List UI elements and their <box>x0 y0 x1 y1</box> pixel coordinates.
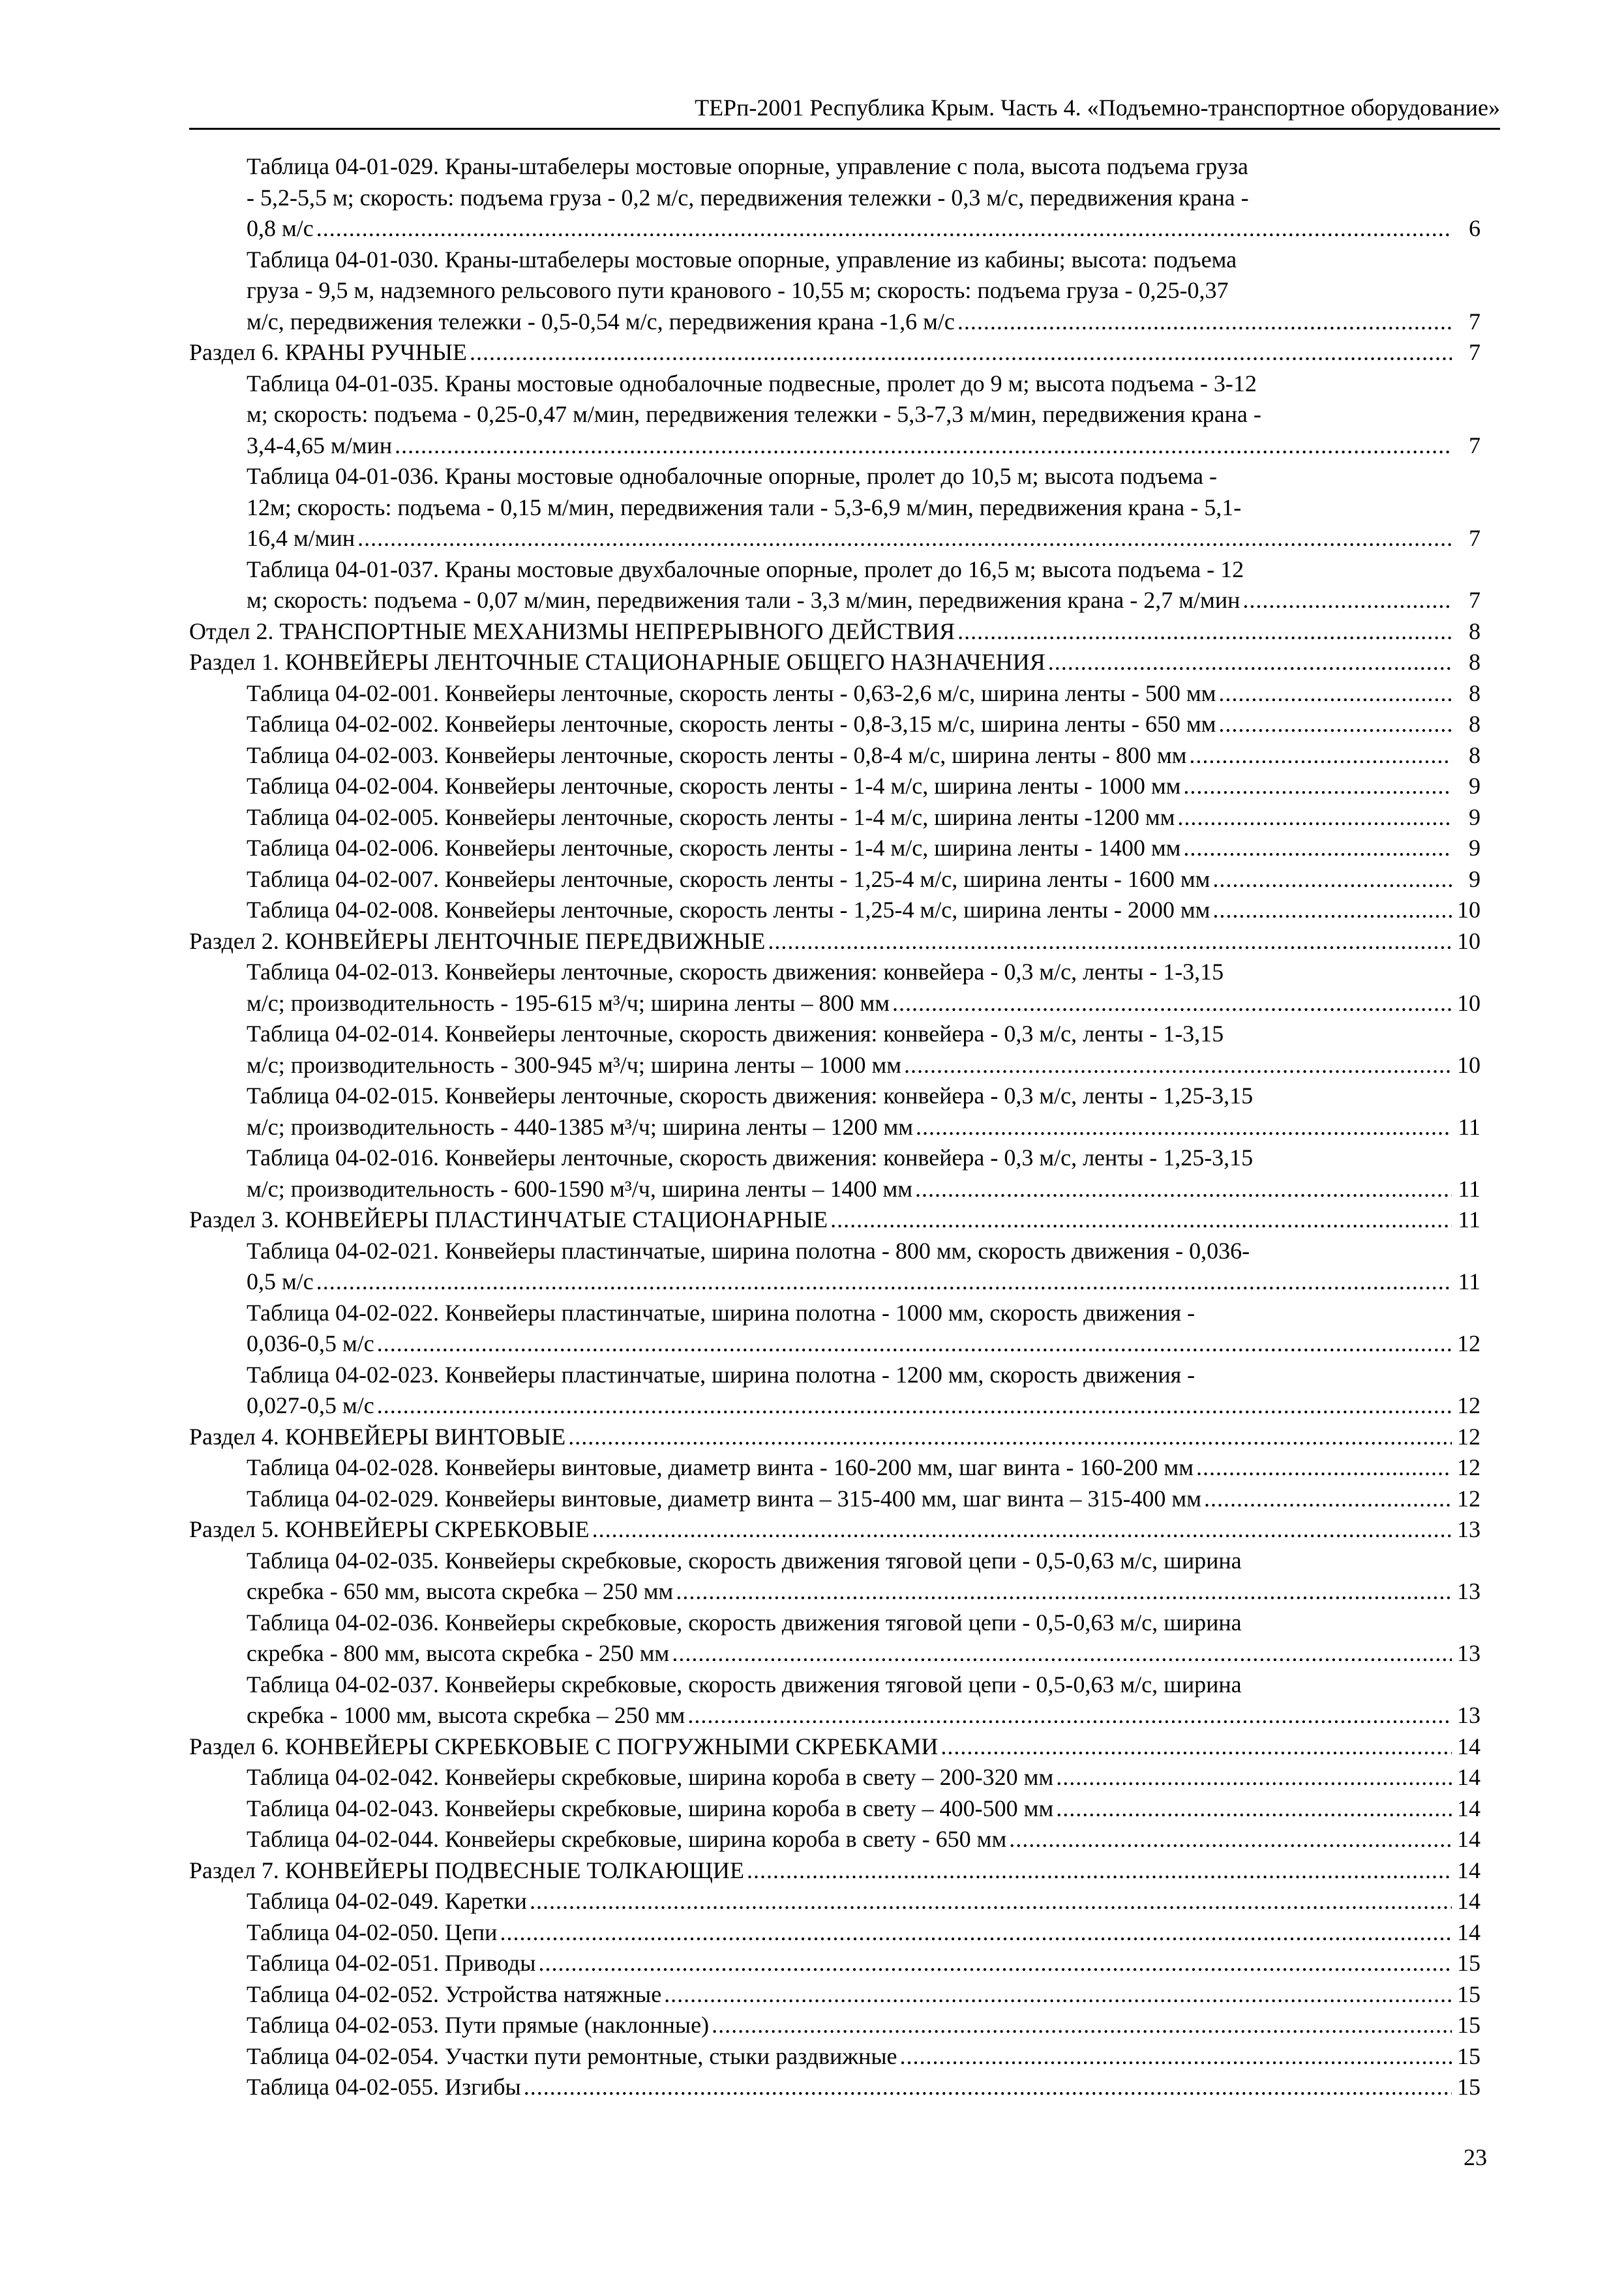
dot-leader <box>1196 1452 1452 1484</box>
dot-leader <box>377 1328 1452 1360</box>
toc-table-entry <box>189 1452 1481 1484</box>
dot-leader <box>1009 1824 1452 1855</box>
dot-leader <box>568 1422 1452 1453</box>
toc-entry-text-line: Таблица 04-02-005. Конвейеры ленточные, скорость ленты - 1-4 м/с, ширина ленты -1200 мм <box>247 803 1175 830</box>
toc-table-entry <box>189 895 1481 926</box>
dot-leader <box>500 1917 1452 1949</box>
dot-leader <box>1189 740 1452 771</box>
dot-leader <box>676 1576 1452 1608</box>
toc-entry-text-line: м/с; производительность - 600-1590 м³/ч, ширина ленты – 1400 мм <box>247 1175 913 1202</box>
toc-entry-text-line: Таблица 04-02-002. Конвейеры ленточные, скорость ленты - 0,8-3,15 м/с, ширина ленты - 650 мм <box>247 711 1216 737</box>
toc-entry-text-line: Таблица 04-02-013. Конвейеры ленточные, скорость движения: конвейера - 0,3 м/с, ленты - 1-3,15 <box>247 959 1224 985</box>
toc-page-ref: 14 <box>1457 1919 1481 1945</box>
toc-entry-text-line: Таблица 04-01-029. Краны-штабелеры мостовые опорные, управление с пола, высота подъема груза <box>247 153 1248 179</box>
toc-entry-text-line: м/с, передвижения тележки - 0,5-0,54 м/с, передвижения крана -1,6 м/с <box>247 308 955 335</box>
toc-entry-text-line: Таблица 04-02-016. Конвейеры ленточные, скорость движения: конвейера - 0,3 м/с, ленты - 1,25-3,15 <box>247 1144 1254 1171</box>
toc-entry-text-line: м; скорость: подъема - 0,07 м/мин, передвижения тали - 3,3 м/мин, передвижения крана - 2,7 м/мин <box>247 587 1241 613</box>
toc-table-entry <box>189 1979 1481 2011</box>
toc-entry-text-line: Таблица 04-02-042. Конвейеры скребковые, ширина короба в свету – 200-320 мм <box>247 1764 1054 1790</box>
toc-entry-last-line <box>247 1700 1481 1731</box>
toc-table-entry <box>189 461 1481 554</box>
toc-page-ref: 14 <box>1457 1857 1481 1883</box>
toc-entry-last-line <box>247 802 1481 833</box>
toc-entry-text-line: Таблица 04-02-054. Участки пути ремонтные, стыки раздвижные <box>247 2042 897 2069</box>
toc-entry-last-line <box>247 1638 1481 1669</box>
dot-leader <box>1056 1793 1452 1825</box>
toc-table-entry <box>189 864 1481 895</box>
toc-table-entry <box>189 957 1481 1019</box>
toc-entry-text-line: 16,4 м/мин <box>247 525 355 551</box>
toc-entry-text-line: Таблица 04-02-053. Пути прямые (наклонные) <box>247 2012 710 2038</box>
toc-entry-last-line <box>247 1112 1481 1143</box>
toc-entry-text-line: м; скорость: подъема - 0,25-0,47 м/мин, передвижения тележки - 5,3-7,3 м/мин, передвижения крана - <box>247 401 1261 427</box>
toc-page-ref: 7 <box>1469 587 1481 613</box>
toc-entry-last-line <box>247 771 1481 802</box>
toc-entry-last-line <box>247 1948 1481 1979</box>
toc-entry-last-line <box>247 678 1481 710</box>
dot-leader <box>940 1731 1452 1763</box>
toc-page-ref: 13 <box>1457 1640 1481 1666</box>
running-header: ТЕРп-2001 Республика Крым. Часть 4. «Подъемно-транспортное оборудование» <box>189 93 1500 130</box>
toc-entry-last-line <box>247 1452 1481 1484</box>
toc-table-entry <box>189 368 1481 462</box>
toc-entry-text-line: скребка - 800 мм, высота скребка - 250 мм <box>247 1640 670 1666</box>
toc-entry-text-line: скребка - 1000 мм, высота скребка – 250 мм <box>247 1702 685 1728</box>
toc-page-ref: 7 <box>1469 339 1481 365</box>
toc-section-entry <box>189 337 1481 368</box>
toc-page-ref: 7 <box>1469 308 1481 335</box>
toc-section-entry <box>189 1422 1481 1453</box>
toc-entry-text-line: Таблица 04-02-035. Конвейеры скребковые, скорость движения тяговой цепи - 0,5-0,63 м/с, ширина <box>247 1547 1242 1574</box>
toc-entry-text-line: Таблица 04-02-004. Конвейеры ленточные, скорость ленты - 1-4 м/с, ширина ленты - 1000 мм <box>247 773 1181 799</box>
toc-table-entry <box>189 678 1481 710</box>
toc-entry-last-line <box>247 1979 1481 2011</box>
dot-leader <box>377 1390 1452 1422</box>
toc-table-entry <box>189 1762 1481 1793</box>
toc-page-ref: 8 <box>1469 680 1481 706</box>
toc-entry-last-line <box>247 1266 1481 1298</box>
dot-leader <box>1218 709 1452 740</box>
toc-entry-last-line <box>247 1824 1481 1855</box>
toc-entry-text-line: Таблица 04-01-030. Краны-штабелеры мостовые опорные, управление из кабины; высота: подъема <box>247 246 1237 273</box>
dot-leader <box>664 1979 1452 2011</box>
toc-entry-last-line <box>247 1484 1481 1515</box>
toc-page-ref: 6 <box>1469 215 1481 241</box>
dot-leader <box>1212 864 1452 895</box>
toc-page-ref: 9 <box>1469 773 1481 799</box>
toc-table-entry <box>189 2010 1481 2041</box>
toc-table-entry <box>189 709 1481 740</box>
toc-page-ref: 15 <box>1457 1950 1481 1976</box>
toc-entry-text-line: Таблица 04-02-029. Конвейеры винтовые, диаметр винта – 315-400 мм, шаг винта – 315-400 мм <box>247 1485 1201 1512</box>
toc-page-ref: 14 <box>1457 1826 1481 1852</box>
toc-table-entry <box>189 1298 1481 1360</box>
dot-leader <box>768 926 1452 957</box>
toc-entry-last-line <box>247 988 1481 1019</box>
toc-entry-last-line <box>247 523 1481 554</box>
toc-entry-last-line <box>247 1328 1481 1360</box>
toc-table-entry <box>189 1886 1481 1917</box>
toc-entry-text-line: Отдел 2. ТРАНСПОРТНЫЕ МЕХАНИЗМЫ НЕПРЕРЫВНОГО ДЕЙСТВИЯ <box>189 618 955 644</box>
toc-entry-text-line: 0,036-0,5 м/с <box>247 1330 374 1356</box>
toc-entry-text-line: Таблица 04-02-036. Конвейеры скребковые, скорость движения тяговой цепи - 0,5-0,63 м/с, ширина <box>247 1609 1242 1636</box>
dot-leader <box>1183 771 1452 802</box>
toc-entry-last-line <box>247 430 1481 462</box>
toc-page-ref: 10 <box>1457 989 1481 1016</box>
toc-table-entry <box>189 1824 1481 1855</box>
toc-entry-text-line: Таблица 04-02-006. Конвейеры ленточные, скорость ленты - 1-4 м/с, ширина ленты - 1400 мм <box>247 835 1181 861</box>
toc-page-ref: 8 <box>1469 649 1481 675</box>
toc-page-ref: 14 <box>1457 1795 1481 1821</box>
toc-page-ref: 9 <box>1469 803 1481 830</box>
dot-leader <box>904 1050 1452 1081</box>
toc-page-ref: 8 <box>1469 741 1481 768</box>
toc-entry-last-line <box>247 1917 1481 1949</box>
dot-leader <box>1056 1762 1452 1793</box>
dot-leader <box>687 1700 1452 1731</box>
toc-table-entry <box>189 1948 1481 1979</box>
toc-entry-text-line: 0,027-0,5 м/с <box>247 1392 374 1418</box>
toc-table-entry <box>189 1019 1481 1081</box>
toc-table-entry <box>189 1143 1481 1204</box>
toc-entry-text-line: Раздел 3. КОНВЕЙЕРЫ ПЛАСТИНЧАТЫЕ СТАЦИОНАРНЫЕ <box>189 1206 828 1233</box>
toc-entry-last-line <box>247 895 1481 926</box>
toc-entry-text-line: Таблица 04-02-055. Изгибы <box>247 2074 521 2100</box>
dot-leader <box>530 1886 1452 1917</box>
toc-entry-text-line: - 5,2-5,5 м; скорость: подъема груза - 0,2 м/с, передвижения тележки - 0,3 м/с, передвижения крана - <box>247 184 1249 211</box>
toc-entry-last-line <box>247 307 1481 338</box>
toc-entry-last-line <box>247 1050 1481 1081</box>
dot-leader <box>1218 678 1452 710</box>
dot-leader <box>1212 895 1452 926</box>
dot-leader <box>900 2041 1452 2072</box>
toc-table-entry <box>189 740 1481 771</box>
toc-entry-last-line <box>247 1576 1481 1608</box>
toc-page-ref: 8 <box>1469 711 1481 737</box>
toc-entry-last-line <box>247 1793 1481 1825</box>
toc-page-ref: 15 <box>1457 2042 1481 2069</box>
toc-page-ref: 10 <box>1457 1051 1481 1078</box>
toc-page-ref: 12 <box>1457 1423 1481 1450</box>
dot-leader <box>916 1112 1452 1143</box>
toc-entry-last-line <box>247 740 1481 771</box>
toc-entry-last-line <box>189 616 1481 648</box>
dot-leader <box>316 213 1452 245</box>
toc-entry-text-line: Таблица 04-02-028. Конвейеры винтовые, диаметр винта - 160-200 мм, шаг винта - 160-200 мм <box>247 1454 1194 1480</box>
toc-table-entry <box>189 1793 1481 1825</box>
dot-leader <box>915 1174 1452 1205</box>
dot-leader <box>1177 802 1452 833</box>
toc-entry-text-line: Таблица 04-02-003. Конвейеры ленточные, скорость ленты - 0,8-4 м/с, ширина ленты - 800 мм <box>247 741 1187 768</box>
toc-table-entry <box>189 1360 1481 1422</box>
toc-page-ref: 11 <box>1458 1113 1481 1140</box>
dot-leader <box>470 337 1452 368</box>
toc-table-entry <box>189 771 1481 802</box>
toc-entry-text-line: Таблица 04-02-022. Конвейеры пластинчатые, ширина полотна - 1000 мм, скорость движения - <box>247 1299 1195 1326</box>
toc-table-entry <box>189 833 1481 864</box>
toc-table-entry <box>189 1236 1481 1298</box>
toc-section-entry <box>189 616 1481 648</box>
toc-page-ref: 13 <box>1457 1578 1481 1604</box>
toc-entry-last-line <box>189 1204 1481 1236</box>
dot-leader <box>712 2010 1452 2041</box>
dot-leader <box>892 988 1452 1019</box>
toc-entry-text-line: м/с; производительность - 440-1385 м³/ч; ширина ленты – 1200 мм <box>247 1113 914 1140</box>
toc-page-ref: 12 <box>1457 1330 1481 1356</box>
toc-table-entry <box>189 1546 1481 1608</box>
toc-entry-text-line: груза - 9,5 м, надземного рельсового пути кранового - 10,55 м; скорость: подъема груза - 0,25-0,37 <box>247 277 1229 303</box>
toc-entry-text-line: Таблица 04-01-035. Краны мостовые однобалочные подвесные, пролет до 9 м; высота подъема - 3-12 <box>247 370 1257 396</box>
toc-page-ref: 14 <box>1457 1733 1481 1759</box>
toc-page-ref: 8 <box>1469 618 1481 644</box>
toc-page-ref: 11 <box>1458 1206 1481 1233</box>
toc-entry-text-line: Таблица 04-02-007. Конвейеры ленточные, скорость ленты - 1,25-4 м/с, ширина ленты - 1600 мм <box>247 865 1210 892</box>
toc-entry-last-line <box>247 864 1481 895</box>
toc-entry-text-line: 12м; скорость: подъема - 0,15 м/мин, передвижения тали - 5,3-6,9 м/мин, передвижения крана - 5,1- <box>247 494 1242 520</box>
dot-leader <box>957 307 1452 338</box>
toc-section-entry <box>189 1855 1481 1887</box>
toc-page-ref: 10 <box>1457 897 1481 923</box>
dot-leader <box>1183 833 1452 864</box>
toc-entry-text-line: Раздел 4. КОНВЕЙЕРЫ ВИНТОВЫЕ <box>189 1423 566 1450</box>
dot-leader <box>395 430 1452 462</box>
dot-leader <box>524 2072 1452 2103</box>
toc-page-ref: 14 <box>1457 1888 1481 1914</box>
toc-entry-last-line <box>247 2072 1481 2103</box>
toc-entry-text-line: Таблица 04-02-021. Конвейеры пластинчатые, ширина полотна - 800 мм, скорость движения - 0,036- <box>247 1237 1250 1264</box>
dot-leader <box>830 1204 1452 1236</box>
toc-entry-text-line: Таблица 04-02-015. Конвейеры ленточные, скорость движения: конвейера - 0,3 м/с, ленты - 1,25-3,15 <box>247 1083 1254 1109</box>
toc-page-ref: 12 <box>1457 1392 1481 1418</box>
toc-table-entry <box>189 2041 1481 2072</box>
toc-table-entry <box>189 554 1481 616</box>
toc-entry-text-line: Таблица 04-02-049. Каретки <box>247 1888 527 1914</box>
toc-page-ref: 13 <box>1457 1702 1481 1728</box>
toc-table-entry <box>189 1608 1481 1669</box>
toc-entry-text-line: 3,4-4,65 м/мин <box>247 432 393 458</box>
toc-section-entry <box>189 1514 1481 1546</box>
toc-entry-last-line <box>247 709 1481 740</box>
toc-table-entry <box>189 802 1481 833</box>
toc-entry-last-line <box>247 833 1481 864</box>
toc-table-entry <box>189 1081 1481 1143</box>
toc-table-entry <box>189 1917 1481 1949</box>
toc-entry-last-line <box>247 213 1481 245</box>
toc-entry-last-line <box>247 2010 1481 2041</box>
toc-entry-text-line: 0,8 м/с <box>247 215 314 241</box>
toc-entry-last-line <box>247 1174 1481 1205</box>
toc-entry-last-line <box>189 926 1481 957</box>
toc-entry-last-line <box>247 585 1481 616</box>
toc-entry-last-line <box>189 1855 1481 1887</box>
toc-table-entry <box>189 1669 1481 1731</box>
toc-entry-last-line <box>189 647 1481 678</box>
toc-page-ref: 15 <box>1457 2074 1481 2100</box>
toc-page-ref: 9 <box>1469 835 1481 861</box>
toc-entry-text-line: Таблица 04-02-001. Конвейеры ленточные, скорость ленты - 0,63-2,6 м/с, ширина ленты - 500 мм <box>247 680 1216 706</box>
toc-page-ref: 7 <box>1469 525 1481 551</box>
toc-entry-text-line: Таблица 04-02-023. Конвейеры пластинчатые, ширина полотна - 1200 мм, скорость движения - <box>247 1361 1195 1388</box>
toc-entry-text-line: Таблица 04-02-051. Приводы <box>247 1950 536 1976</box>
toc-entry-text-line: Раздел 1. КОНВЕЙЕРЫ ЛЕНТОЧНЫЕ СТАЦИОНАРНЫЕ ОБЩЕГО НАЗНАЧЕНИЯ <box>189 649 1045 675</box>
dot-leader <box>957 616 1452 648</box>
toc-entry-text-line: Таблица 04-02-044. Конвейеры скребковые, ширина короба в свету - 650 мм <box>247 1826 1007 1852</box>
toc-entry-last-line <box>247 2041 1481 2072</box>
dot-leader <box>747 1855 1452 1887</box>
toc-section-entry <box>189 1204 1481 1236</box>
toc-table-entry <box>189 2072 1481 2103</box>
toc-entry-last-line <box>247 1886 1481 1917</box>
toc-entry-text-line: скребка - 650 мм, высота скребка – 250 мм <box>247 1578 674 1604</box>
toc-entry-text-line: Таблица 04-02-037. Конвейеры скребковые, скорость движения тяговой цепи - 0,5-0,63 м/с, ширина <box>247 1671 1242 1698</box>
toc-entry-text-line: Таблица 04-02-008. Конвейеры ленточные, скорость ленты - 1,25-4 м/с, ширина ленты - 2000 мм <box>247 897 1210 923</box>
toc-entry-last-line <box>189 1422 1481 1453</box>
dot-leader <box>1204 1484 1452 1515</box>
toc-entry-text-line: Раздел 2. КОНВЕЙЕРЫ ЛЕНТОЧНЫЕ ПЕРЕДВИЖНЫЕ <box>189 927 766 954</box>
toc-entry-text-line: Раздел 6. КОНВЕЙЕРЫ СКРЕБКОВЫЕ С ПОГРУЖНЫМИ СКРЕБКАМИ <box>189 1733 939 1759</box>
toc-entry-last-line <box>189 1514 1481 1546</box>
dot-leader <box>672 1638 1452 1669</box>
toc-entry-text-line: Таблица 04-01-037. Краны мостовые двухбалочные опорные, пролет до 16,5 м; высота подъема - 12 <box>247 556 1244 582</box>
toc-entry-text-line: Раздел 6. КРАНЫ РУЧНЫЕ <box>189 339 468 365</box>
toc-entry-text-line: м/с; производительность - 195-615 м³/ч; ширина ленты – 800 мм <box>247 989 890 1016</box>
toc-entry-last-line <box>247 1762 1481 1793</box>
toc-table-entry <box>189 1484 1481 1515</box>
toc-section-entry <box>189 1731 1481 1763</box>
toc-entry-text-line: м/с; производительность - 300-945 м³/ч; ширина ленты – 1000 мм <box>247 1051 902 1078</box>
toc-entry-last-line <box>247 1390 1481 1422</box>
toc-table-entry <box>189 245 1481 338</box>
table-of-contents <box>189 151 1481 2103</box>
toc-section-entry <box>189 926 1481 957</box>
dot-leader <box>1048 647 1452 678</box>
toc-page-ref: 7 <box>1469 432 1481 458</box>
toc-page-ref: 13 <box>1457 1516 1481 1542</box>
toc-page-ref: 11 <box>1458 1268 1481 1294</box>
dot-leader <box>592 1514 1452 1546</box>
toc-entry-text-line: Таблица 04-02-014. Конвейеры ленточные, скорость движения: конвейера - 0,3 м/с, ленты - 1-3,15 <box>247 1021 1224 1047</box>
toc-entry-text-line: Таблица 04-02-052. Устройства натяжные <box>247 1981 662 2007</box>
toc-page-ref: 9 <box>1469 865 1481 892</box>
toc-entry-last-line <box>189 337 1481 368</box>
toc-page-ref: 11 <box>1458 1175 1481 1202</box>
toc-entry-text-line: Раздел 5. КОНВЕЙЕРЫ СКРЕБКОВЫЕ <box>189 1516 590 1542</box>
toc-page-ref: 15 <box>1457 2012 1481 2038</box>
dot-leader <box>1242 585 1452 616</box>
toc-section-entry <box>189 647 1481 678</box>
toc-page-ref: 15 <box>1457 1981 1481 2007</box>
toc-entry-text-line: Таблица 04-02-050. Цепи <box>247 1919 498 1945</box>
toc-page-ref: 12 <box>1457 1485 1481 1512</box>
dot-leader <box>316 1266 1452 1298</box>
toc-entry-text-line: Таблица 04-01-036. Краны мостовые однобалочные опорные, пролет до 10,5 м; высота подъема - <box>247 463 1217 489</box>
page-number: 23 <box>1464 2144 1487 2170</box>
toc-entry-text-line: Таблица 04-02-043. Конвейеры скребковые, ширина короба в свету – 400-500 мм <box>247 1795 1054 1821</box>
dot-leader <box>538 1948 1452 1979</box>
toc-table-entry <box>189 151 1481 245</box>
toc-entry-text-line: 0,5 м/с <box>247 1268 314 1294</box>
toc-page-ref: 10 <box>1457 927 1481 954</box>
toc-entry-text-line: Раздел 7. КОНВЕЙЕРЫ ПОДВЕСНЫЕ ТОЛКАЮЩИЕ <box>189 1857 744 1883</box>
toc-entry-last-line <box>189 1731 1481 1763</box>
toc-page-ref: 14 <box>1457 1764 1481 1790</box>
toc-page-ref: 12 <box>1457 1454 1481 1480</box>
dot-leader <box>357 523 1452 554</box>
